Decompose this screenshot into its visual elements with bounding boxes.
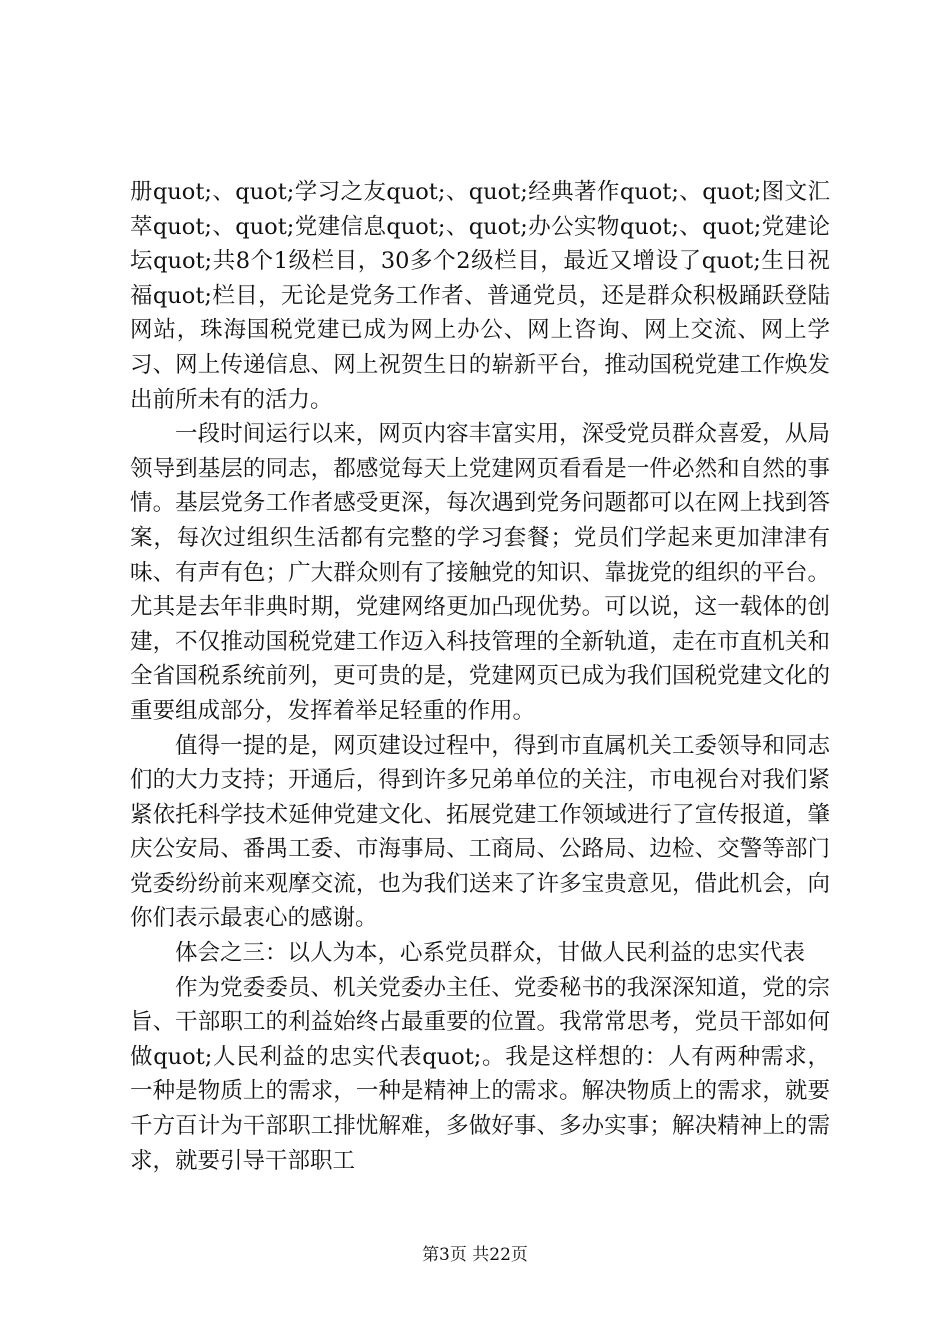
paragraph: 一段时间运行以来，网页内容丰富实用，深受党员群众喜爱，从局领导到基层的同志，都感觉每天上党建网页看看是一件必然和自然的事情。基层党务工作者感受更深，每次遇到党务问题都可以在网上找到答案，每次过组织生活都有完整的学习套餐；党员们学起来更加津津有味、有声有色；广大群众则有了接触党的知识、靠拢党的组织的平台。尤其是去年非典时期，党建网络更加凸现优势。可以说，这一载体的创建，不仅推动国税党建工作迈入科技管理的全新轨道，走在市直机关和全省国税系统前列，更可贵的是，党建网页已成为我们国税党建文化的重要组成部分，发挥着举足轻重的作用。: [130, 421, 830, 724]
paragraph: 册quot;、quot;学习之友quot;、quot;经典著作quot;、quot;图文汇萃quot;、quot;党建信息quot;、quot;办公实物quot;、quot;党建论坛quot;共8个1级栏目，30多个2级栏目，最近又增设了quot;生日祝福quot;栏目，无论是党务工作者、普通党员，还是群众积极踊跃登陆网站，珠海国税党建已成为网上办公、网上咨询、网上交流、网上学习、网上传递信息、网上祝贺生日的崭新平台，推动国税党建工作焕发出前所未有的活力。: [130, 179, 830, 413]
document-body: [130, 175, 830, 1178]
paragraph: 作为党委委员、机关党委办主任、党委秘书的我深深知道，党的宗旨、干部职工的利益始终占最重要的位置。我常常思考，党员干部如何做quot;人民利益的忠实代表quot;。我是这样想的：人有两种需求，一种是物质上的需求，一种是精神上的需求。解决物质上的需求，就要千方百计为干部职工排忧解难，多做好事、多办实事；解决精神上的需求，就要引导干部职工: [130, 974, 830, 1174]
section-heading: 体会之三：以人为本，心系党员群众，甘做人民利益的忠实代表: [175, 940, 806, 967]
paragraph: 值得一提的是，网页建设过程中，得到市直属机关工委领导和同志们的大力支持；开通后，得到许多兄弟单位的关注，市电视台对我们紧紧依托科学技术延伸党建文化、拓展党建工作领域进行了宣传报道，肇庆公安局、番禺工委、市海事局、工商局、公路局、边检、交警等部门党委纷纷前来观摩交流，也为我们送来了许多宝贵意见，借此机会，向你们表示最衷心的感谢。: [130, 732, 830, 932]
page-footer: 第3页 共22页: [422, 1245, 528, 1265]
